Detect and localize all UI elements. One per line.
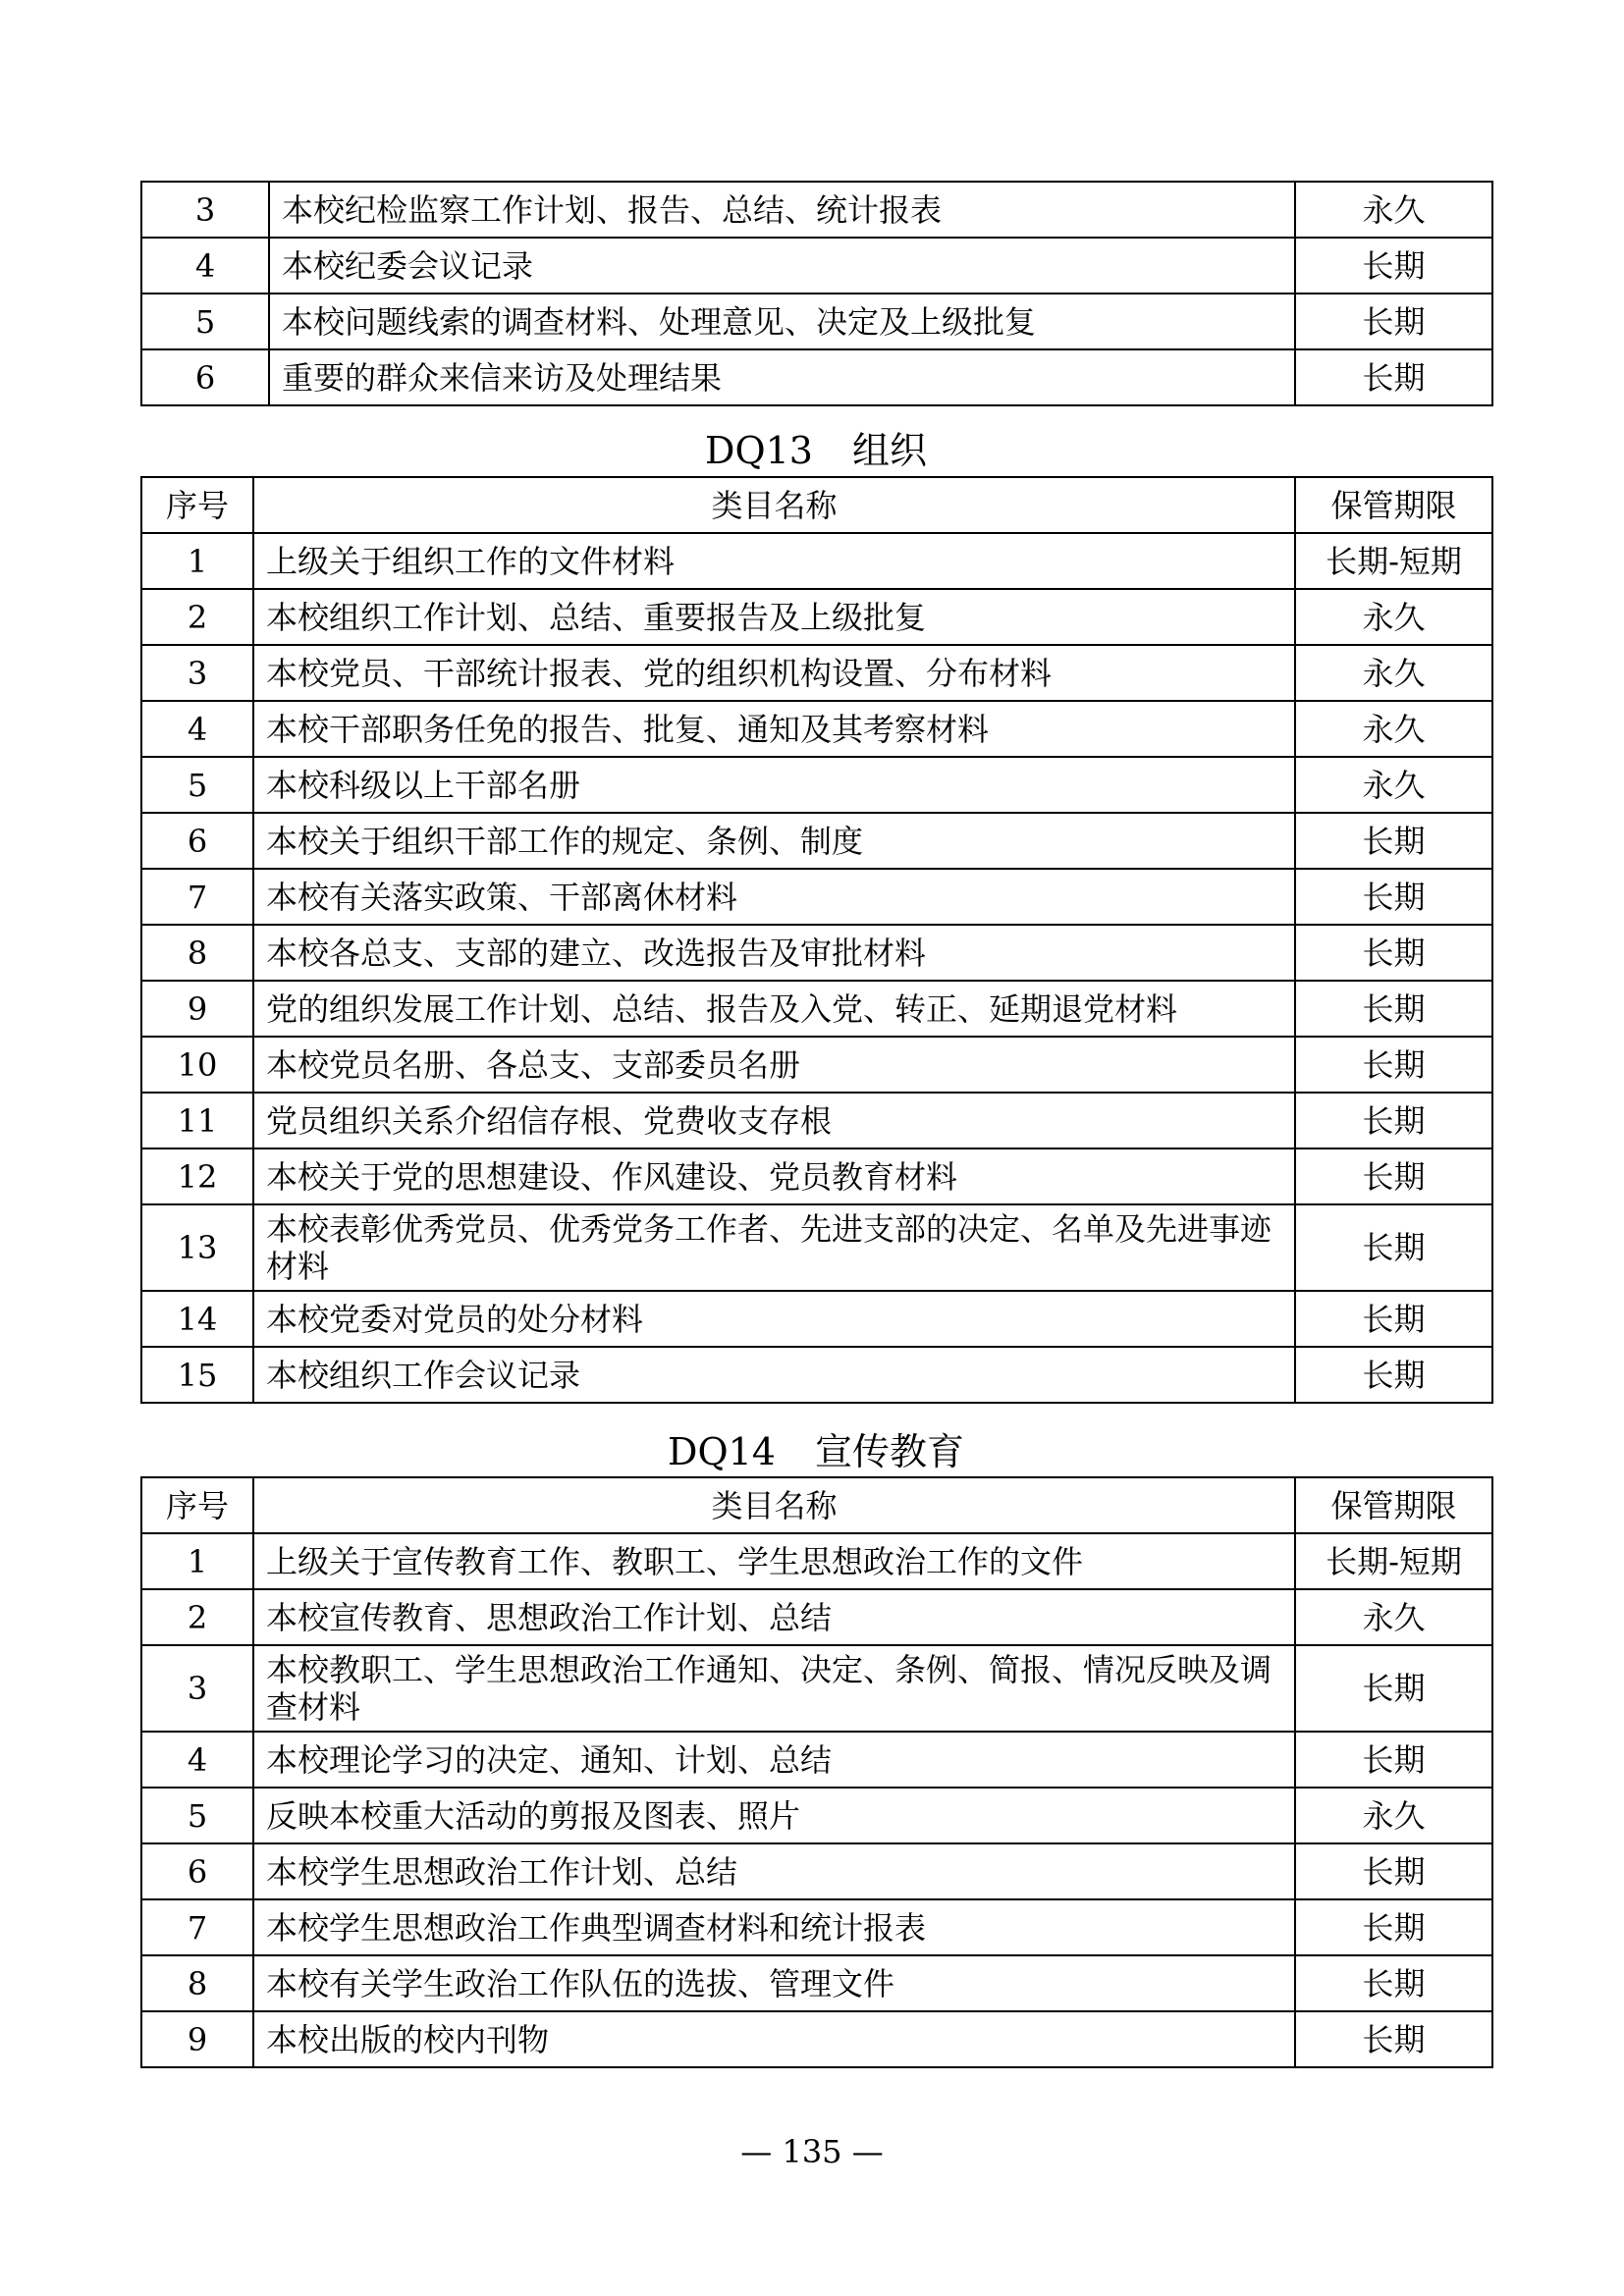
row-category-name: 本校教职工、学生思想政治工作通知、决定、条例、简报、情况反映及调查材料 bbox=[253, 1645, 1295, 1732]
row-category-name: 本校各总支、支部的建立、改选报告及审批材料 bbox=[253, 925, 1295, 981]
section-code: DQ14 bbox=[668, 1430, 776, 1473]
table-row bbox=[141, 238, 1492, 294]
row-retention-period: 长期 bbox=[1295, 1955, 1492, 2011]
header-name: 类目名称 bbox=[253, 1477, 1295, 1533]
table-row bbox=[141, 981, 1492, 1037]
table-row bbox=[141, 1347, 1492, 1403]
row-category-name: 本校纪检监察工作计划、报告、总结、统计报表 bbox=[269, 182, 1295, 238]
row-retention-period: 长期 bbox=[1295, 869, 1492, 925]
table-row bbox=[141, 533, 1492, 589]
row-number: 6 bbox=[141, 813, 253, 869]
row-number: 1 bbox=[141, 533, 253, 589]
row-category-name: 本校干部职务任免的报告、批复、通知及其考察材料 bbox=[253, 701, 1295, 757]
section-name: 宣传教育 bbox=[814, 1430, 964, 1473]
row-number: 8 bbox=[141, 925, 253, 981]
row-number: 5 bbox=[141, 294, 269, 349]
row-retention-period: 长期 bbox=[1295, 1204, 1492, 1291]
row-category-name: 本校出版的校内刊物 bbox=[253, 2011, 1295, 2067]
section-title-dq14 bbox=[140, 1429, 1491, 1474]
row-retention-period: 永久 bbox=[1295, 701, 1492, 757]
table-row bbox=[141, 294, 1492, 349]
row-number: 3 bbox=[141, 645, 253, 701]
row-retention-period: 永久 bbox=[1295, 645, 1492, 701]
row-retention-period: 长期 bbox=[1295, 981, 1492, 1037]
table-row bbox=[141, 1732, 1492, 1788]
header-name: 类目名称 bbox=[253, 477, 1295, 533]
row-retention-period: 长期-短期 bbox=[1295, 1533, 1492, 1589]
section-title-dq13 bbox=[140, 428, 1491, 473]
row-category-name: 本校表彰优秀党员、优秀党务工作者、先进支部的决定、名单及先进事迹材料 bbox=[253, 1204, 1295, 1291]
table-row bbox=[141, 1843, 1492, 1899]
row-category-name: 本校组织工作会议记录 bbox=[253, 1347, 1295, 1403]
table-row bbox=[141, 1788, 1492, 1843]
retention-table-continued bbox=[140, 181, 1493, 406]
row-retention-period: 长期 bbox=[1295, 1899, 1492, 1955]
row-number: 4 bbox=[141, 238, 269, 294]
page-number: — 135 — bbox=[740, 2133, 884, 2170]
row-number: 7 bbox=[141, 869, 253, 925]
row-category-name: 本校有关落实政策、干部离休材料 bbox=[253, 869, 1295, 925]
table-row bbox=[141, 1899, 1492, 1955]
row-retention-period: 长期-短期 bbox=[1295, 533, 1492, 589]
row-number: 5 bbox=[141, 1788, 253, 1843]
table-row bbox=[141, 869, 1492, 925]
row-number: 14 bbox=[141, 1291, 253, 1347]
table-row bbox=[141, 182, 1492, 238]
row-number: 2 bbox=[141, 1589, 253, 1645]
row-category-name: 本校组织工作计划、总结、重要报告及上级批复 bbox=[253, 589, 1295, 645]
table-row bbox=[141, 2011, 1492, 2067]
row-category-name: 党的组织发展工作计划、总结、报告及入党、转正、延期退党材料 bbox=[253, 981, 1295, 1037]
row-retention-period: 长期 bbox=[1295, 1093, 1492, 1148]
header-retention: 保管期限 bbox=[1295, 477, 1492, 533]
row-number: 4 bbox=[141, 1732, 253, 1788]
table-header-row bbox=[141, 1477, 1492, 1533]
row-number: 10 bbox=[141, 1037, 253, 1093]
row-category-name: 重要的群众来信来访及处理结果 bbox=[269, 349, 1295, 405]
row-number: 1 bbox=[141, 1533, 253, 1589]
row-number: 5 bbox=[141, 757, 253, 813]
row-category-name: 本校科级以上干部名册 bbox=[253, 757, 1295, 813]
row-category-name: 上级关于组织工作的文件材料 bbox=[253, 533, 1295, 589]
row-category-name: 本校党员、干部统计报表、党的组织机构设置、分布材料 bbox=[253, 645, 1295, 701]
row-retention-period: 长期 bbox=[1295, 813, 1492, 869]
table-row bbox=[141, 1093, 1492, 1148]
row-retention-period: 永久 bbox=[1295, 1788, 1492, 1843]
row-category-name: 本校党委对党员的处分材料 bbox=[253, 1291, 1295, 1347]
section-name: 组织 bbox=[851, 429, 927, 472]
header-no: 序号 bbox=[141, 477, 253, 533]
row-retention-period: 长期 bbox=[1295, 349, 1492, 405]
table-row bbox=[141, 1589, 1492, 1645]
row-category-name: 党员组织关系介绍信存根、党费收支存根 bbox=[253, 1093, 1295, 1148]
row-retention-period: 长期 bbox=[1295, 1843, 1492, 1899]
row-category-name: 本校有关学生政治工作队伍的选拔、管理文件 bbox=[253, 1955, 1295, 2011]
row-category-name: 本校学生思想政治工作计划、总结 bbox=[253, 1843, 1295, 1899]
row-retention-period: 永久 bbox=[1295, 1589, 1492, 1645]
row-retention-period: 长期 bbox=[1295, 2011, 1492, 2067]
section-code: DQ13 bbox=[705, 429, 813, 472]
row-category-name: 本校宣传教育、思想政治工作计划、总结 bbox=[253, 1589, 1295, 1645]
row-retention-period: 长期 bbox=[1295, 1148, 1492, 1204]
row-category-name: 本校问题线索的调查材料、处理意见、决定及上级批复 bbox=[269, 294, 1295, 349]
row-category-name: 本校纪委会议记录 bbox=[269, 238, 1295, 294]
row-category-name: 本校党员名册、各总支、支部委员名册 bbox=[253, 1037, 1295, 1093]
row-number: 6 bbox=[141, 349, 269, 405]
row-number: 3 bbox=[141, 1645, 253, 1732]
row-number: 7 bbox=[141, 1899, 253, 1955]
row-category-name: 上级关于宣传教育工作、教职工、学生思想政治工作的文件 bbox=[253, 1533, 1295, 1589]
row-number: 12 bbox=[141, 1148, 253, 1204]
table-row bbox=[141, 1645, 1492, 1732]
row-category-name: 反映本校重大活动的剪报及图表、照片 bbox=[253, 1788, 1295, 1843]
row-number: 4 bbox=[141, 701, 253, 757]
row-retention-period: 长期 bbox=[1295, 1347, 1492, 1403]
retention-table-dq13 bbox=[140, 476, 1493, 1404]
row-number: 9 bbox=[141, 981, 253, 1037]
table-row bbox=[141, 1291, 1492, 1347]
row-retention-period: 永久 bbox=[1295, 589, 1492, 645]
table-header-row bbox=[141, 477, 1492, 533]
row-number: 6 bbox=[141, 1843, 253, 1899]
row-retention-period: 长期 bbox=[1295, 238, 1492, 294]
table-row bbox=[141, 589, 1492, 645]
row-number: 15 bbox=[141, 1347, 253, 1403]
table-row bbox=[141, 813, 1492, 869]
table-row bbox=[141, 645, 1492, 701]
table-row bbox=[141, 925, 1492, 981]
row-category-name: 本校理论学习的决定、通知、计划、总结 bbox=[253, 1732, 1295, 1788]
table-row bbox=[141, 1955, 1492, 2011]
table-row bbox=[141, 1204, 1492, 1291]
row-category-name: 本校学生思想政治工作典型调查材料和统计报表 bbox=[253, 1899, 1295, 1955]
row-retention-period: 永久 bbox=[1295, 182, 1492, 238]
row-retention-period: 长期 bbox=[1295, 1037, 1492, 1093]
table-row bbox=[141, 1148, 1492, 1204]
row-category-name: 本校关于组织干部工作的规定、条例、制度 bbox=[253, 813, 1295, 869]
row-retention-period: 长期 bbox=[1295, 1645, 1492, 1732]
table-row bbox=[141, 1533, 1492, 1589]
row-number: 8 bbox=[141, 1955, 253, 2011]
row-number: 9 bbox=[141, 2011, 253, 2067]
table-row bbox=[141, 1037, 1492, 1093]
row-retention-period: 长期 bbox=[1295, 925, 1492, 981]
retention-table-dq14 bbox=[140, 1476, 1493, 2068]
row-category-name: 本校关于党的思想建设、作风建设、党员教育材料 bbox=[253, 1148, 1295, 1204]
row-number: 13 bbox=[141, 1204, 253, 1291]
row-retention-period: 长期 bbox=[1295, 1732, 1492, 1788]
row-retention-period: 长期 bbox=[1295, 294, 1492, 349]
row-number: 11 bbox=[141, 1093, 253, 1148]
table-row bbox=[141, 701, 1492, 757]
row-number: 3 bbox=[141, 182, 269, 238]
row-retention-period: 永久 bbox=[1295, 757, 1492, 813]
table-row bbox=[141, 757, 1492, 813]
header-retention: 保管期限 bbox=[1295, 1477, 1492, 1533]
table-row bbox=[141, 349, 1492, 405]
row-retention-period: 长期 bbox=[1295, 1291, 1492, 1347]
row-number: 2 bbox=[141, 589, 253, 645]
header-no: 序号 bbox=[141, 1477, 253, 1533]
